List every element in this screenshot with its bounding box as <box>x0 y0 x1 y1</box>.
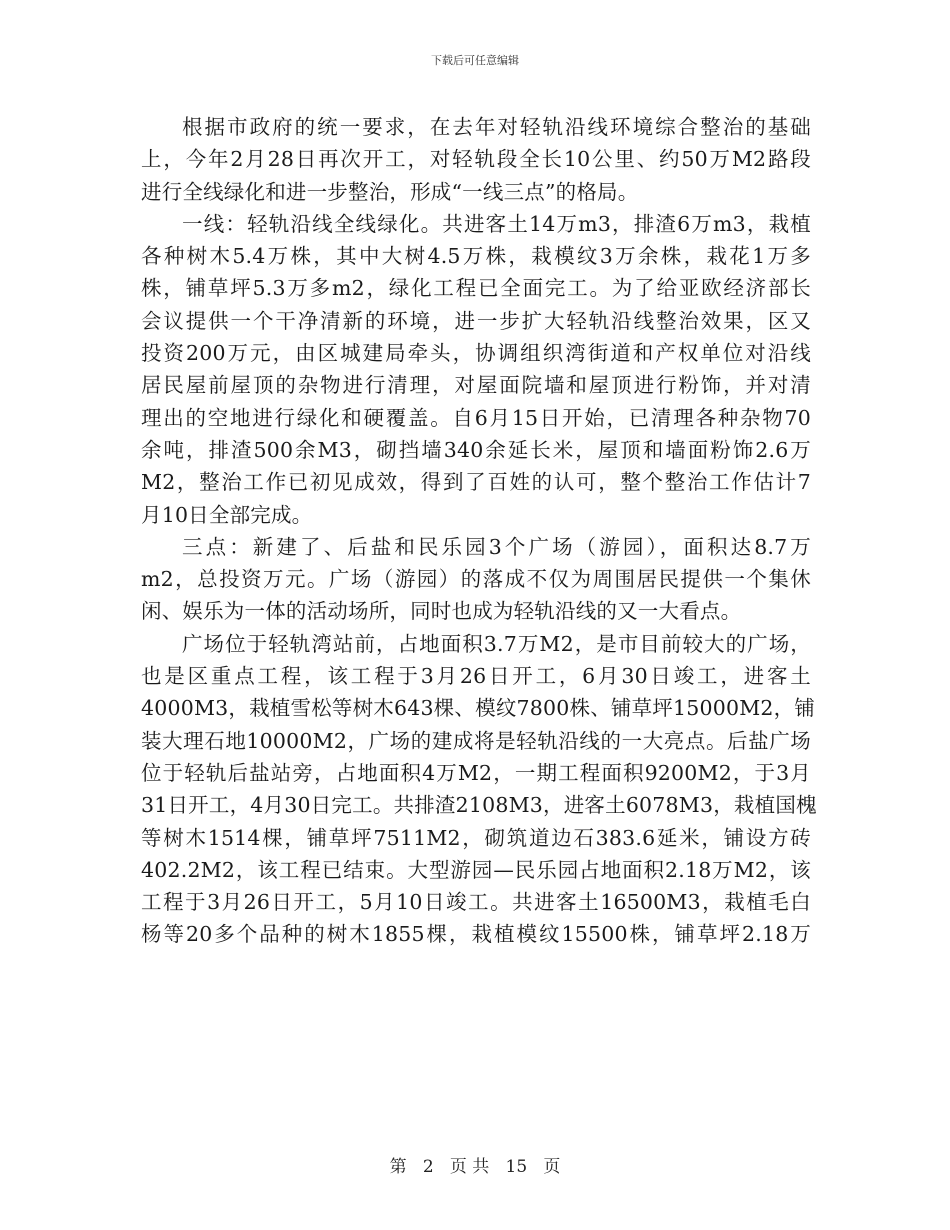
footer-middle: 页 共 <box>449 1157 490 1177</box>
header-note: 下载后可任意编辑 <box>431 54 519 67</box>
text-line: 株，铺草坪5.3万多m2，绿化工程已全面完工。为了给亚欧经济部长 <box>141 276 811 301</box>
text-line: 31日开工，4月30日完工。共排渣2108M3，进客土6078M3，栽植国槐 <box>141 793 817 818</box>
text-line: 一线：轻轨沿线全线绿化。共进客土14万m3，排渣6万m3，栽植 <box>182 211 811 236</box>
text-line: 余吨，排渣500余M3，砌挡墙340余延长米，屋顶和墙面粉饰2.6万 <box>141 437 811 462</box>
text-line: 居民屋前屋顶的杂物进行清理，对屋面院墙和屋顶进行粉饰，并对清 <box>141 373 811 398</box>
text-line: 理出的空地进行绿化和硬覆盖。自6月15日开始，已清理各种杂物70 <box>141 405 811 430</box>
text-line: 会议提供一个干净清新的环境，进一步扩大轻轨沿线整治效果，区又 <box>141 308 811 333</box>
footer-current-page: 2 <box>422 1157 434 1177</box>
text-line: 等树木1514棵，铺草坪7511M2，砌筑道边石383.6延米，铺设方砖 <box>141 825 811 850</box>
text-line: 4000M3，栽植雪松等树木643棵、模纹7800株、铺草坪15000M2，铺 <box>141 696 816 721</box>
text-line: 402.2M2，该工程已结束。大型游园—民乐园占地面积2.18万M2，该 <box>141 857 811 882</box>
page-header <box>0 54 950 68</box>
text-line: 上，今年2月28日再次开工，对轻轨段全长10公里、约50万M2路段 <box>141 147 811 172</box>
text-line: m2，总投资万元。广场（游园）的落成不仅为周围居民提供一个集休 <box>141 567 811 592</box>
footer-total-pages: 15 <box>505 1157 528 1177</box>
text-line: 根据市政府的统一要求，在去年对轻轨沿线环境综合整治的基础 <box>182 115 811 139</box>
text-line: 闲、娱乐为一体的活动场所，同时也成为轻轨沿线的又一大看点。 <box>141 599 742 624</box>
text-line: 进行全线绿化和进一步整治，形成“一线三点”的格局。 <box>141 179 639 204</box>
text-line: 广场位于轻轨湾站前，占地面积3.7万M2，是市目前较大的广场， <box>182 631 811 656</box>
text-line: 月10日全部完成。 <box>141 502 313 527</box>
footer-prefix: 第 <box>389 1157 407 1177</box>
footer-suffix: 页 <box>543 1157 561 1177</box>
text-line: 杨等20多个品种的树木1855棵，栽植模纹15500株，铺草坪2.18万 <box>141 922 811 947</box>
document-body <box>141 111 817 951</box>
text-line: 工程于3月26日开工，5月10日竣工。共进客土16500M3，栽植毛白 <box>141 890 811 915</box>
text-line: 投资200万元，由区城建局牵头，协调组织湾街道和产权单位对沿线 <box>141 341 811 366</box>
page-footer <box>0 1157 950 1177</box>
text-line: 也是区重点工程，该工程于3月26日开工，6月30日竣工，进客土 <box>141 664 811 689</box>
text-line: 各种树木5.4万株，其中大树4.5万株，栽模纹3万余株，栽花1万多 <box>141 244 811 269</box>
text-line: 位于轻轨后盐站旁，占地面积4万M2，一期工程面积9200M2，于3月 <box>141 760 811 785</box>
text-line: 装大理石地10000M2，广场的建成将是轻轨沿线的一大亮点。后盐广场 <box>141 728 811 753</box>
text-line: 三点：新建了、后盐和民乐园3个广场（游园），面积达8.7万 <box>182 534 811 559</box>
text-line: M2，整治工作已初见成效，得到了百姓的认可，整个整治工作估计7 <box>141 470 811 495</box>
